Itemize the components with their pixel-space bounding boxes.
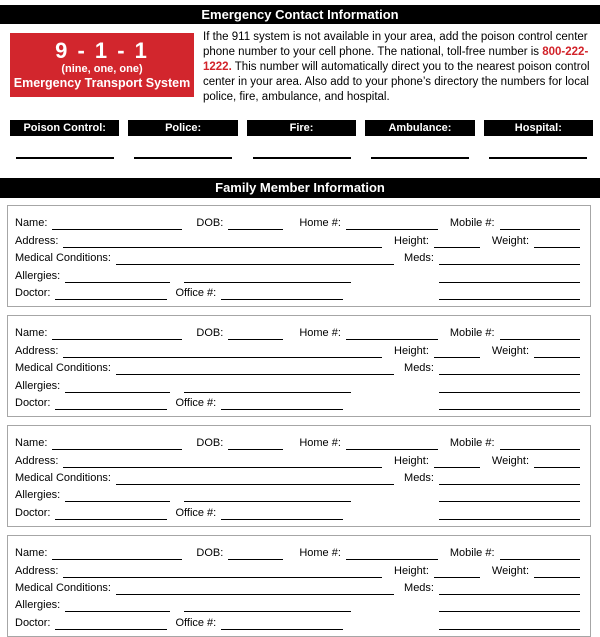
meds-label: Meds: — [404, 472, 434, 485]
member-row-2 — [15, 450, 580, 467]
meds-label: Meds: — [404, 582, 434, 595]
height-label: Height: — [394, 344, 429, 357]
home-phone-field[interactable] — [346, 438, 438, 450]
mobile-phone-label: Mobile #: — [449, 437, 495, 450]
dob-label: DOB: — [196, 327, 224, 340]
height-label: Height: — [394, 234, 429, 247]
family-members-list — [0, 205, 600, 637]
contact-column — [247, 120, 356, 159]
home-phone-field[interactable] — [346, 548, 438, 560]
medical-conditions-label: Medical Conditions: — [15, 582, 111, 595]
allergies-label: Allergies: — [15, 489, 61, 502]
office-phone-field[interactable] — [221, 508, 343, 520]
address-field[interactable] — [63, 566, 382, 578]
contact-column — [10, 120, 119, 159]
mobile-phone-label: Mobile #: — [449, 327, 495, 340]
name-field[interactable] — [52, 548, 182, 560]
address-field[interactable] — [63, 456, 382, 468]
contact-label-box: Poison Control: — [10, 120, 119, 136]
weight-label: Weight: — [491, 564, 529, 577]
member-row-1 — [15, 323, 580, 340]
name-field[interactable] — [52, 328, 182, 340]
family-member-card — [7, 205, 591, 307]
weight-field[interactable] — [534, 346, 580, 358]
allergies-field[interactable] — [65, 490, 170, 502]
family-member-card — [7, 315, 591, 417]
allergies-field[interactable] — [65, 600, 170, 612]
paragraph-text-after: This number will automatically direct you to the nearest poison control center in your area. Also add to your phone’s directory the numbers for local police, fire, ambulance, and hospital. — [203, 61, 590, 103]
member-row-4 — [15, 595, 580, 612]
medical-conditions-field[interactable] — [116, 473, 394, 485]
address-label: Address: — [15, 454, 59, 467]
medical-conditions-label: Medical Conditions: — [15, 472, 111, 485]
home-phone-label: Home #: — [299, 547, 341, 560]
contact-phone-write-in-line[interactable] — [489, 136, 587, 159]
dob-field[interactable] — [228, 328, 283, 340]
member-row-3 — [15, 468, 580, 485]
allergies-continued-field[interactable] — [184, 381, 351, 393]
page-title: Emergency Contact Information — [0, 5, 600, 24]
member-row-1 — [15, 543, 580, 560]
member-row-2 — [15, 340, 580, 357]
emergency-contacts-row — [10, 120, 593, 159]
office-phone-label: Office #: — [175, 286, 217, 299]
family-member-card — [7, 425, 591, 527]
home-phone-label: Home #: — [299, 437, 341, 450]
member-row-3 — [15, 248, 580, 265]
911-number-words: (nine, one, one) — [61, 63, 143, 75]
mobile-phone-label: Mobile #: — [449, 217, 495, 230]
contact-column — [484, 120, 593, 159]
name-label: Name: — [15, 217, 48, 230]
mobile-phone-field[interactable] — [500, 438, 580, 450]
home-phone-label: Home #: — [299, 327, 341, 340]
meds-label: Meds: — [404, 362, 434, 375]
contact-label-box: Police: — [128, 120, 237, 136]
weight-field[interactable] — [534, 456, 580, 468]
address-field[interactable] — [63, 236, 382, 248]
mobile-phone-field[interactable] — [500, 218, 580, 230]
office-phone-field[interactable] — [221, 398, 343, 410]
address-label: Address: — [15, 564, 59, 577]
weight-field[interactable] — [534, 236, 580, 248]
member-row-2 — [15, 230, 580, 247]
home-phone-field[interactable] — [346, 328, 438, 340]
member-row-4 — [15, 485, 580, 502]
allergies-continued-field[interactable] — [184, 600, 351, 612]
doctor-label: Doctor: — [15, 286, 51, 299]
dob-label: DOB: — [196, 217, 224, 230]
address-label: Address: — [15, 234, 59, 247]
contact-phone-write-in-line[interactable] — [253, 136, 351, 159]
dob-field[interactable] — [228, 438, 283, 450]
name-label: Name: — [15, 437, 48, 450]
weight-label: Weight: — [491, 344, 529, 357]
height-label: Height: — [394, 564, 429, 577]
contact-phone-write-in-line[interactable] — [371, 136, 469, 159]
weight-field[interactable] — [534, 566, 580, 578]
name-field[interactable] — [52, 438, 182, 450]
member-row-1 — [15, 433, 580, 450]
height-field[interactable] — [434, 566, 480, 578]
address-field[interactable] — [63, 346, 382, 358]
meds-field[interactable] — [439, 363, 580, 375]
allergies-field[interactable] — [65, 271, 170, 283]
allergies-field[interactable] — [65, 381, 170, 393]
meds-field[interactable] — [439, 253, 580, 265]
doctor-field[interactable] — [55, 618, 167, 630]
meds-continued-field[interactable] — [439, 600, 580, 612]
medical-conditions-label: Medical Conditions: — [15, 252, 111, 265]
poison-phone-number: 800-222-1222. — [203, 46, 589, 73]
address-label: Address: — [15, 344, 59, 357]
meds-continued-field-2[interactable] — [439, 288, 580, 300]
poison-control-paragraph — [203, 30, 592, 105]
medical-conditions-field[interactable] — [116, 253, 394, 265]
dob-label: DOB: — [196, 547, 224, 560]
911-box — [10, 33, 194, 97]
height-field[interactable] — [434, 236, 480, 248]
name-label: Name: — [15, 547, 48, 560]
contact-label-box: Fire: — [247, 120, 356, 136]
name-field[interactable] — [52, 218, 182, 230]
allergies-continued-field[interactable] — [184, 271, 351, 283]
mobile-phone-field[interactable] — [500, 548, 580, 560]
member-row-5 — [15, 502, 580, 519]
member-row-5 — [15, 393, 580, 410]
medical-conditions-field[interactable] — [116, 363, 394, 375]
medical-conditions-field[interactable] — [116, 583, 394, 595]
doctor-field[interactable] — [55, 508, 167, 520]
weight-label: Weight: — [491, 234, 529, 247]
meds-continued-field[interactable] — [439, 271, 580, 283]
dob-label: DOB: — [196, 437, 224, 450]
family-section-title: Family Member Information — [0, 178, 600, 198]
member-row-2 — [15, 560, 580, 577]
name-label: Name: — [15, 327, 48, 340]
office-phone-label: Office #: — [175, 506, 217, 519]
office-phone-field[interactable] — [221, 288, 343, 300]
contact-label-box: Hospital: — [484, 120, 593, 136]
medical-conditions-label: Medical Conditions: — [15, 362, 111, 375]
allergies-label: Allergies: — [15, 599, 61, 612]
meds-field[interactable] — [439, 473, 580, 485]
height-label: Height: — [394, 454, 429, 467]
doctor-label: Doctor: — [15, 396, 51, 409]
meds-continued-field-2[interactable] — [439, 618, 580, 630]
member-row-5 — [15, 612, 580, 629]
member-row-3 — [15, 578, 580, 595]
doctor-field[interactable] — [55, 398, 167, 410]
height-field[interactable] — [434, 456, 480, 468]
meds-continued-field[interactable] — [439, 490, 580, 502]
911-number: 9 - 1 - 1 — [55, 38, 149, 63]
office-phone-field[interactable] — [221, 618, 343, 630]
dob-field[interactable] — [228, 218, 283, 230]
meds-label: Meds: — [404, 252, 434, 265]
911-system-name: Emergency Transport System — [13, 76, 191, 90]
contact-phone-write-in-line[interactable] — [16, 136, 114, 159]
allergies-label: Allergies: — [15, 269, 61, 282]
office-phone-label: Office #: — [175, 616, 217, 629]
mobile-phone-label: Mobile #: — [449, 547, 495, 560]
emergency-911-section — [10, 33, 592, 105]
member-row-4 — [15, 265, 580, 282]
member-row-3 — [15, 358, 580, 375]
doctor-field[interactable] — [55, 288, 167, 300]
contact-label-box: Ambulance: — [365, 120, 474, 136]
meds-field[interactable] — [439, 583, 580, 595]
meds-continued-field-2[interactable] — [439, 508, 580, 520]
meds-continued-field-2[interactable] — [439, 398, 580, 410]
home-phone-field[interactable] — [346, 218, 438, 230]
family-member-card — [7, 535, 591, 637]
home-phone-label: Home #: — [299, 217, 341, 230]
contact-phone-write-in-line[interactable] — [134, 136, 232, 159]
weight-label: Weight: — [491, 454, 529, 467]
dob-field[interactable] — [228, 548, 283, 560]
height-field[interactable] — [434, 346, 480, 358]
office-phone-label: Office #: — [175, 396, 217, 409]
contact-column — [128, 120, 237, 159]
member-row-5 — [15, 283, 580, 300]
meds-continued-field[interactable] — [439, 381, 580, 393]
mobile-phone-field[interactable] — [500, 328, 580, 340]
allergies-continued-field[interactable] — [184, 490, 351, 502]
doctor-label: Doctor: — [15, 616, 51, 629]
member-row-4 — [15, 375, 580, 392]
contact-column — [365, 120, 474, 159]
member-row-1 — [15, 213, 580, 230]
paragraph-text-before: If the 911 system is not available in your area, add the poison control center phone number to your cell phone. The national, toll-free number is — [203, 31, 588, 58]
allergies-label: Allergies: — [15, 379, 61, 392]
doctor-label: Doctor: — [15, 506, 51, 519]
